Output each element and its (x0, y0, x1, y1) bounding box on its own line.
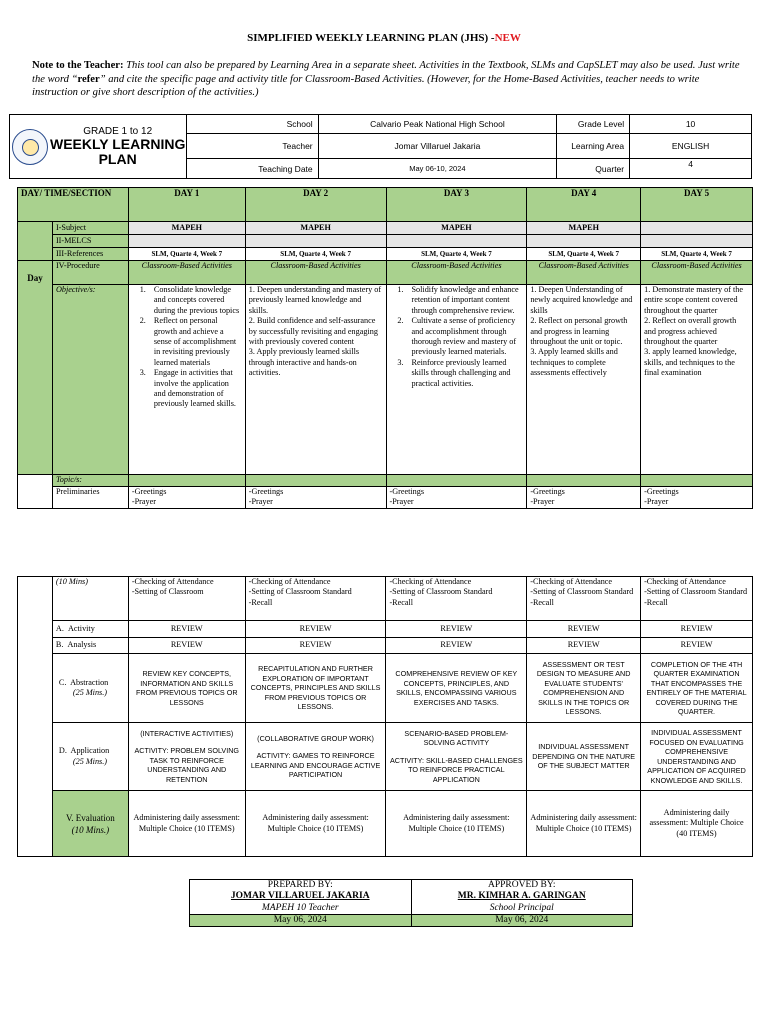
application-day-3: SCENARIO-BASED PROBLEM-SOLVING ACTIVITY ACTIVITY: SKILL-BASED CHALLENGES TO REINFORCE PRACTICAL APPLICATION (386, 723, 527, 791)
ref-day-1: SLM, Quarte 4, Week 7 (128, 248, 245, 261)
plan-table (17, 187, 753, 509)
prelim-day-2: -Greetings -Prayer (245, 487, 386, 509)
prepared-by-label: PREPARED BY: (190, 880, 412, 892)
procedure-day-4: Classroom-Based Activities (527, 261, 641, 285)
wlp-title-cell (49, 115, 186, 179)
objective-item: 1. Deepen understanding and mastery of previously learned knowledge and skills. (248, 285, 382, 315)
melcs-day-3 (386, 235, 527, 248)
learning-area-label: Learning Area (557, 134, 630, 159)
objective-item: 2. Cultivate a sense of proficiency and accomplishment through thorough review and mastery of previously learned materials. (406, 316, 524, 358)
evaluation-day-5: Administering daily assessment: Multiple Choice (40 ITEMS) (641, 791, 753, 857)
analysis-day-4: REVIEW (527, 638, 641, 654)
objective-item: 1. Demonstrate mastery of the entire scope content covered throughout the quarter (644, 285, 744, 315)
activity-day-1: REVIEW (128, 621, 245, 638)
evaluation-day-2: Administering daily assessment: Multiple Choice (10 ITEMS) (245, 791, 386, 857)
procedure-day-2: Classroom-Based Activities (245, 261, 386, 285)
attendance-day-1: -Checking of Attendance -Setting of Classroom (128, 577, 245, 621)
topic-day-2 (245, 475, 386, 487)
analysis-day-5: REVIEW (641, 638, 753, 654)
attendance-day-4: -Checking of Attendance -Setting of Classroom Standard -Recall (527, 577, 641, 621)
day-1-header: DAY 1 (128, 188, 245, 222)
prelim-day-5: -Greetings -Prayer (641, 487, 753, 509)
procedure-day-1: Classroom-Based Activities (128, 261, 245, 285)
melcs-day-5 (641, 235, 753, 248)
grade-range: GRADE 1 to 12 (83, 126, 153, 137)
analysis-day-3: REVIEW (386, 638, 527, 654)
application-label: D. Application (25 Mins.) (52, 723, 128, 791)
subject-day-4: MAPEH (527, 222, 641, 235)
procedure-label: IV-Procedure (52, 261, 128, 285)
prepared-by-role: MAPEH 10 Teacher (190, 903, 412, 915)
teacher-label: Teacher (186, 134, 318, 159)
grade-level-value: 10 (630, 115, 752, 134)
melcs-label: II-MELCS (52, 235, 128, 248)
objective-item: 2. Reflect on personal growth and progress in learning throughout the unit or topic. (530, 316, 628, 347)
application-day-2: (COLLABORATIVE GROUP WORK) ACTIVITY: GAMES TO REINFORCE LEARNING AND ENCOURAGE ACTIVE PARTICIPATION (245, 723, 386, 791)
topic-day-5 (641, 475, 753, 487)
objective-item: 1. Consolidate knowledge and concepts covered during the previous topics (148, 285, 242, 316)
teaching-date-value: May 06-10, 2024 (318, 159, 557, 179)
prepared-date: May 06, 2024 (190, 914, 412, 926)
abstraction-label: C. Abstraction (25 Mins.) (52, 654, 128, 723)
attendance-day-3: -Checking of Attendance -Setting of Classroom Standard -Recall (386, 577, 527, 621)
objective-item: 2. Reflect on personal growth and achieve a sense of accomplishment in revisiting previously learned materials (148, 316, 242, 368)
approved-by-label: APPROVED BY: (411, 880, 633, 892)
abstraction-day-1: REVIEW KEY CONCEPTS, INFORMATION AND SKILLS FROM PREVIOUS TOPICS OR LESSONS (128, 654, 245, 723)
activity-label: A. Activity (52, 621, 128, 638)
abstraction-day-2: RECAPITULATION AND FURTHER EXPLORATION OF IMPORTANT CONCEPTS, PRINCIPLES AND SKILLS FROM PREVIOUS TOPICS OR LESSONS. (245, 654, 386, 723)
new-tag: NEW (494, 32, 521, 44)
evaluation-day-4: Administering daily assessment: Multiple Choice (10 ITEMS) (527, 791, 641, 857)
day-4-header: DAY 4 (527, 188, 641, 222)
objective-item: 2. Build confidence and self-assurance by successfully revisiting and engaging with previously covered content (248, 316, 378, 347)
left-margin-cell (18, 222, 53, 261)
approved-by-name: MR. KIMHAR A. GARINGAN (411, 891, 633, 903)
objectives-day-1 (128, 285, 245, 475)
preliminaries-mins: (10 Mins) (52, 577, 128, 621)
objectives-day-3 (386, 285, 527, 475)
approved-by-role: School Principal (411, 903, 633, 915)
grade-level-label: Grade Level (557, 115, 630, 134)
objective-item: 3. apply learned knowledge, skills, and techniques to the final examination (644, 347, 737, 378)
topics-label: Topic/s: (52, 475, 128, 487)
corner-header: DAY/ TIME/SECTION (18, 188, 129, 222)
left-margin-cell-3 (18, 577, 53, 857)
learning-area-value: ENGLISH (630, 134, 752, 159)
activity-day-2: REVIEW (245, 621, 386, 638)
prelim-day-1: -Greetings -Prayer (128, 487, 245, 509)
preliminaries-label: Preliminaries (52, 487, 128, 509)
ref-day-2: SLM, Quarte 4, Week 7 (245, 248, 386, 261)
ref-day-5: SLM, Quarte 4, Week 7 (641, 248, 753, 261)
procedure-day-5: Classroom-Based Activities (641, 261, 753, 285)
wlp-title: WEEKLY LEARNING PLAN (49, 136, 186, 167)
subject-day-1: MAPEH (128, 222, 245, 235)
quarter-value: 4 (630, 159, 752, 179)
analysis-label: B. Analysis (52, 638, 128, 654)
application-day-5: INDIVIDUAL ASSESSMENT FOCUSED ON EVALUATING COMPREHENSIVE UNDERSTANDING AND APPLICATION OF ACQUIRED KNOWLEDGE AND SKILLS. (641, 723, 753, 791)
analysis-day-1: REVIEW (128, 638, 245, 654)
abstraction-day-3: COMPREHENSIVE REVIEW OF KEY CONCEPTS, PRINCIPLES, AND SKILLS, ENCOMPASSING VARIOUS EXERCISES AND TASKS. (386, 654, 527, 723)
plan-table-continued (17, 576, 753, 857)
ref-day-4: SLM, Quarte 4, Week 7 (527, 248, 641, 261)
prepared-by-name: JOMAR VILLARUEL JAKARIA (190, 891, 412, 903)
signature-table (189, 879, 633, 927)
left-margin-cell-2 (18, 475, 53, 509)
abstraction-day-4: ASSESSMENT OR TEST DESIGN TO MEASURE AND EVALUATE STUDENTS' COMPREHENSION AND SKILLS IN THE TOPICS OR LESSONS. (527, 654, 641, 723)
topic-day-1 (128, 475, 245, 487)
objective-item: 3. Apply previously learned skills through interactive and hands-on activities. (248, 347, 360, 378)
attendance-day-5: -Checking of Attendance -Setting of Classroom Standard -Recall (641, 577, 753, 621)
prelim-day-3: -Greetings -Prayer (386, 487, 527, 509)
application-day-1: (INTERACTIVE ACTIVITIES) ACTIVITY: PROBLEM SOLVING TASK TO REINFORCE UNDERSTANDING AND RETENTION (128, 723, 245, 791)
objective-item: 3. Reinforce previously learned skills through challenging and practical activities. (406, 358, 524, 389)
activity-day-4: REVIEW (527, 621, 641, 638)
deped-seal (10, 115, 50, 179)
header-table (9, 114, 752, 179)
melcs-day-4 (527, 235, 641, 248)
melcs-day-1 (128, 235, 245, 248)
objective-item: 1. Solidify knowledge and enhance retention of important content through comprehensive review. (406, 285, 524, 316)
activity-day-3: REVIEW (386, 621, 527, 638)
activity-day-5: REVIEW (641, 621, 753, 638)
approved-date: May 06, 2024 (411, 914, 633, 926)
melcs-day-2 (245, 235, 386, 248)
quarter-label: Quarter (557, 159, 630, 179)
references-label: III-References (52, 248, 128, 261)
day-5-header: DAY 5 (641, 188, 753, 222)
ref-day-3: SLM, Quarte 4, Week 7 (386, 248, 527, 261)
objective-item: 2. Reflect on overall growth and progress achieved throughout the quarter (644, 316, 737, 347)
prelim-day-4: -Greetings -Prayer (527, 487, 641, 509)
teacher-value: Jomar Villaruel Jakaria (318, 134, 557, 159)
abstraction-day-5: COMPLETION OF THE 4TH QUARTER EXAMINATION THAT ENCOMPASSES THE ENTIRELY OF THE MATERIAL COVERED DURING THE QUARTER. (641, 654, 753, 723)
school-label: School (186, 115, 318, 134)
topic-day-3 (386, 475, 527, 487)
evaluation-day-1: Administering daily assessment: Multiple Choice (10 ITEMS) (128, 791, 245, 857)
school-value: Calvario Peak National High School (318, 115, 557, 134)
objective-item: 1. Deepen Understanding of newly acquired knowledge and skills (530, 285, 633, 315)
objective-item: 3. Engage in activities that involve the application and demonstration of previously learned skills. (148, 368, 242, 410)
evaluation-day-3: Administering daily assessment: Multiple Choice (10 ITEMS) (386, 791, 527, 857)
application-day-4: INDIVIDUAL ASSESSMENT DEPENDING ON THE NATURE OF THE SUBJECT MATTER (527, 723, 641, 791)
objectives-day-2 (245, 285, 386, 475)
objectives-day-4 (527, 285, 641, 475)
analysis-day-2: REVIEW (245, 638, 386, 654)
seal-icon (12, 129, 48, 165)
topic-day-4 (527, 475, 641, 487)
day-3-header: DAY 3 (386, 188, 527, 222)
attendance-day-2: -Checking of Attendance -Setting of Classroom Standard -Recall (245, 577, 386, 621)
procedure-day-3: Classroom-Based Activities (386, 261, 527, 285)
subject-day-5 (641, 222, 753, 235)
objectives-label: Objective/s: (52, 285, 128, 475)
teacher-note: Note to the Teacher: This tool can also be prepared by Learning Area in a separate sheet. Activities in the Textbook, SLMs and CapSLET may also be used. Just write the word “refer” and cite the specific page and activity title for Classroom-Based Activities. (However, for the Home-Based Activities, teacher needs to write instruction or give short description of the activities.) (32, 60, 740, 98)
subject-day-2: MAPEH (245, 222, 386, 235)
subject-label: I-Subject (52, 222, 128, 235)
day-2-header: DAY 2 (245, 188, 386, 222)
teaching-date-label: Teaching Date (186, 159, 318, 179)
evaluation-label: V. Evaluation (10 Mins.) (52, 791, 128, 857)
document-title: SIMPLIFIED WEEKLY LEARNING PLAN (JHS) -NEW (247, 32, 521, 44)
objectives-day-5 (641, 285, 753, 475)
subject-day-3: MAPEH (386, 222, 527, 235)
day-row-label: Day (18, 261, 53, 475)
objective-item: 3. Apply learned skills and techniques to complete assessments effectively (530, 347, 618, 378)
